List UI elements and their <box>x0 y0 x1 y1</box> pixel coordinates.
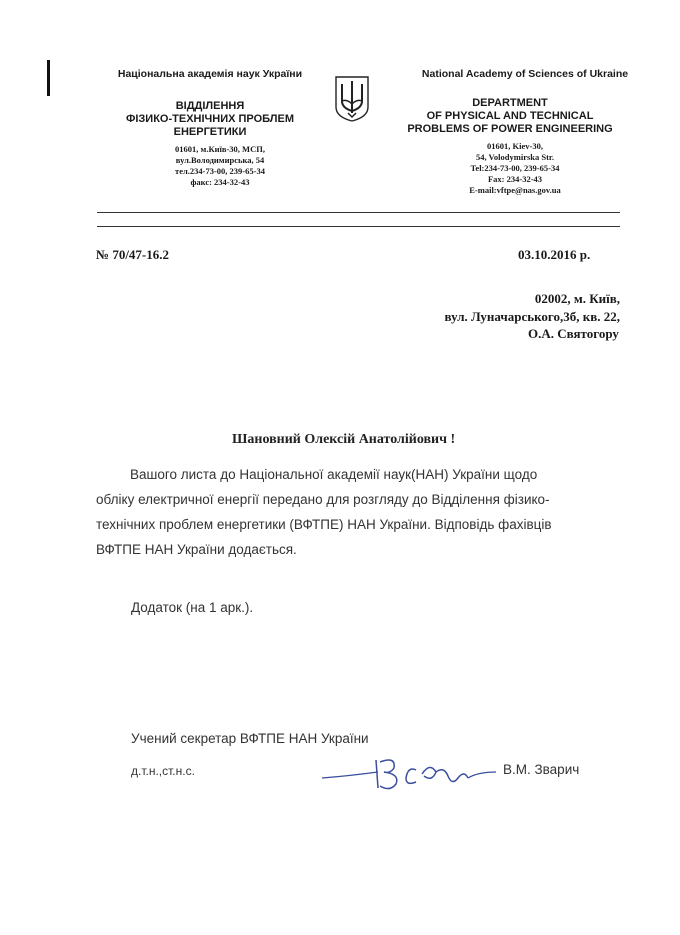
letter-number: № 70/47-16.2 <box>96 247 170 262</box>
attachment-note: Додаток (на 1 арк.). <box>131 600 254 615</box>
header-divider-top <box>97 212 620 213</box>
margin-mark <box>47 60 50 96</box>
body-line: технічних проблем енергетики (ВФТПЕ) НАН України. Відповідь фахівців <box>96 517 552 532</box>
academy-name-ua: Національна академія наук України <box>117 68 303 80</box>
trident-emblem-icon <box>333 75 371 128</box>
signer-title: Учений секретар ВФТПЕ НАН України <box>131 731 369 746</box>
address-ua: 01601, м.Київ-30, МСП, вул.Володимирська, 54 тел.234-73-00, 239-65-34 факс: 234-32-43 <box>175 144 265 187</box>
address-en: 01601, Kiev-30, 54, Volodymirska Str. Tel:234-73-00, 239-65-34 Fax: 234-32-43 E-mail:vftpe@nas.gov.ua <box>469 141 561 195</box>
body-line: Вашого листа до Національної академії наук(НАН) України щодо <box>130 467 538 482</box>
handwritten-signature <box>318 748 503 803</box>
letter-date: 03.10.2016 р. <box>518 247 591 262</box>
recipient-address: 02002, м. Київ, вул. Луначарського,3б, кв. 22, О.А. Святогору <box>444 291 620 341</box>
header-divider-bottom <box>97 226 620 227</box>
department-name-en: DEPARTMENT OF PHYSICAL AND TECHNICAL PROBLEMS OF POWER ENGINEERING <box>407 97 613 135</box>
signer-name: В.М. Зварич <box>503 762 580 777</box>
salutation: Шановний Олексій Анатолійович ! <box>232 432 456 447</box>
body-line: ВФТПЕ НАН України додається. <box>96 542 297 557</box>
body-line: обліку електричної енергії передано для розгляду до Відділення фізико- <box>96 492 550 507</box>
department-name-ua: ВІДДІЛЕННЯ ФІЗИКО-ТЕХНІЧНИХ ПРОБЛЕМ ЕНЕРГЕТИКИ <box>125 100 295 138</box>
academy-name-en: National Academy of Sciences of Ukraine <box>421 68 629 80</box>
letter-body <box>96 462 552 562</box>
signer-degree: д.т.н.,ст.н.с. <box>131 764 195 778</box>
